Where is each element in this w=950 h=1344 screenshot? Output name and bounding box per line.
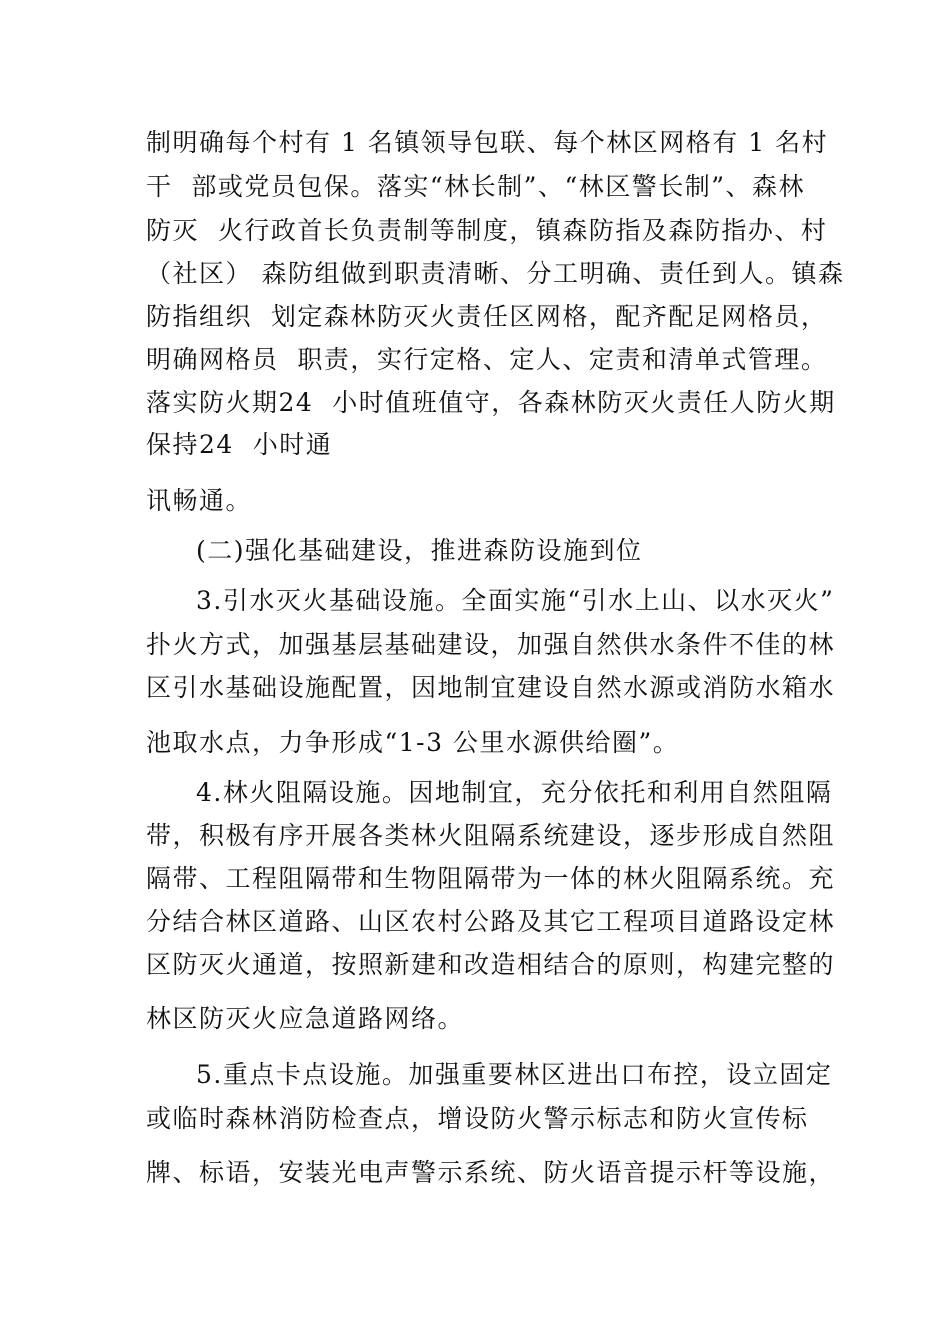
section-heading: (二)强化基础建设，推进森防设施到位 [196, 536, 643, 565]
text-line: 分结合林区道路、山区农村公路及其它工程项目道路设定林 [146, 907, 836, 936]
text-line: 4.林火阻隔设施。因地制宜，充分依托和利用自然阻隔 [196, 778, 833, 807]
text-line: 干 部或党员包保。落实“林长制”、“林区警长制”、森林 [146, 172, 806, 201]
text-line: 防灭 火行政首长负责制等制度，镇森防指及森防指办、村 [146, 216, 828, 245]
text-line: 明确网格员 职责，实行定格、定人、定责和清单式管理。 [146, 345, 828, 374]
text-line: 3.引水灭火基础设施。全面实施“引水上山、以水灭火” [196, 586, 835, 615]
text-line: 防指组织 划定森林防灭火责任区网格，配齐配足网格员， [146, 302, 828, 331]
text-line: 讯畅通。 [146, 486, 253, 515]
text-line: 5.重点卡点设施。加强重要林区进出口布控，设立固定 [196, 1060, 833, 1089]
text-line: 带，积极有序开展各类林火阻隔系统建设，逐步形成自然阻 [146, 821, 836, 850]
text-line: 或临时森林消防检查点，增设防火警示标志和防火宣传标 [146, 1104, 809, 1133]
text-line: 牌、标语，安装光电声警示系统、防火语音提示杆等设施， [146, 1158, 836, 1187]
text-line: 区引水基础设施配置，因地制宜建设自然水源或消防水箱水 [146, 673, 836, 702]
text-line: 区防灭火通道，按照新建和改造相结合的原则，构建完整的 [146, 950, 836, 979]
text-line: 隔带、工程阻隔带和生物阻隔带为一体的林火阻隔系统。充 [146, 864, 836, 893]
text-line: 池取水点，力争形成“1-3 公里水源供给圈”。 [146, 728, 680, 757]
text-line: 制明确每个村有 1 名镇领导包联、每个林区网格有 1 名村 [146, 128, 829, 157]
text-line: （社区） 森防组做到职责清晰、分工明确、责任到人。镇森 [146, 259, 845, 288]
text-line: 扑火方式，加强基层基础建设，加强自然供水条件不佳的林 [146, 630, 836, 659]
text-line: 林区防灭火应急道路网络。 [146, 1004, 465, 1033]
text-line: 保持24 小时通 [146, 430, 333, 459]
text-line: 落实防火期24 小时值班值守，各森林防灭火责任人防火期 [146, 388, 836, 417]
